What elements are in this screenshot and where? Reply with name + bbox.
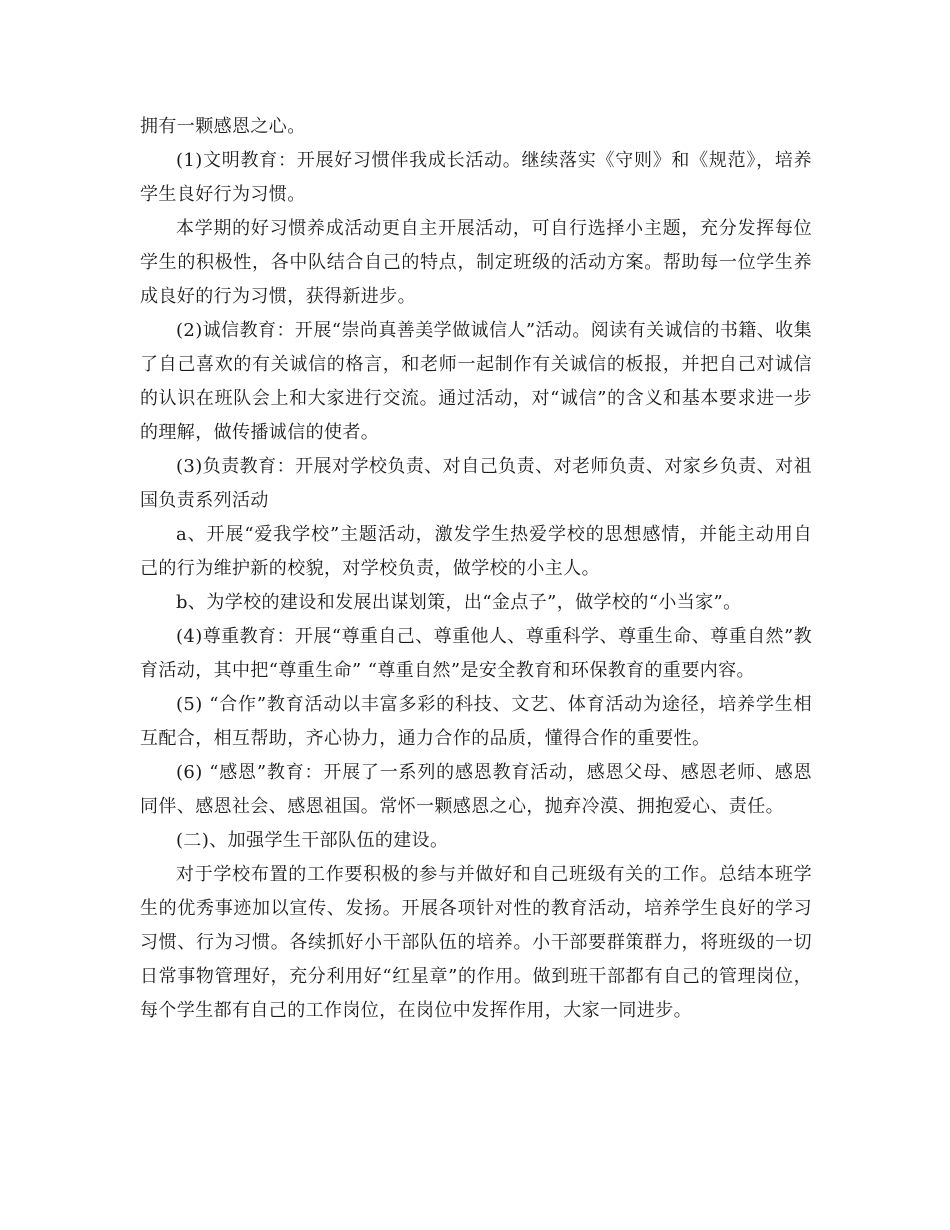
paragraph-10: (6) “感恩”教育：开展了一系列的感恩教育活动，感恩父母、感恩老师、感恩同伴、感恩社会、感恩祖国。常怀一颗感恩之心，抛弃冷漠、拥抱爱心、责任。: [140, 762, 812, 817]
paragraph-1: 拥有一颗感恩之心。: [140, 116, 306, 137]
document-body: [140, 110, 812, 1028]
paragraph-5: (3)负责教育：开展对学校负责、对自己负责、对老师负责、对家乡负责、对祖国负责系列活动: [140, 456, 812, 511]
paragraph-9: (5) “合作”教育活动以丰富多彩的科技、文艺、体育活动为途径，培养学生相互配合，相互帮助，齐心协力，通力合作的品质，懂得合作的重要性。: [140, 694, 812, 749]
paragraph-2: (1)文明教育：开展好习惯伴我成长活动。继续落实《守则》和《规范》，培养学生良好行为习惯。: [140, 150, 812, 205]
paragraph-7: b、为学校的建设和发展出谋划策，出“金点子”，做学校的“小当家”。: [176, 592, 742, 613]
paragraph-4: (2)诚信教育：开展“崇尚真善美学做诚信人”活动。阅读有关诚信的书籍、收集了自己喜欢的有关诚信的格言，和老师一起制作有关诚信的板报，并把自己对诚信的认识在班队会上和大家进行交流。通过活动，对“诚信”的含义和基本要求进一步的理解，做传播诚信的使者。: [140, 320, 812, 443]
paragraph-3: 本学期的好习惯养成活动更自主开展活动，可自行选择小主题，充分发挥每位学生的积极性，各中队结合自己的特点，制定班级的活动方案。帮助每一位学生养成良好的行为习惯，获得新进步。: [140, 218, 812, 307]
paragraph-6: a、开展“爱我学校”主题活动，激发学生热爱学校的思想感情，并能主动用自己的行为维护新的校貌，对学校负责，做学校的小主人。: [140, 524, 812, 579]
paragraph-12: 对于学校布置的工作要积极的参与并做好和自己班级有关的工作。总结本班学生的优秀事迹加以宣传、发扬。开展各项针对性的教育活动，培养学生良好的学习习惯、行为习惯。各续抓好小干部队伍的培养。小干部要群策群力，将班级的一切日常事物管理好，充分利用好“红星章”的作用。做到班干部都有自己的管理岗位，每个学生都有自己的工作岗位，在岗位中发挥作用，大家一同进步。: [140, 864, 812, 1021]
paragraph-11: (二)、加强学生干部队伍的建设。: [176, 830, 449, 851]
paragraph-8: (4)尊重教育：开展“尊重自己、尊重他人、尊重科学、尊重生命、尊重自然”教育活动，其中把“尊重生命” “尊重自然”是安全教育和环保教育的重要内容。: [140, 626, 812, 681]
